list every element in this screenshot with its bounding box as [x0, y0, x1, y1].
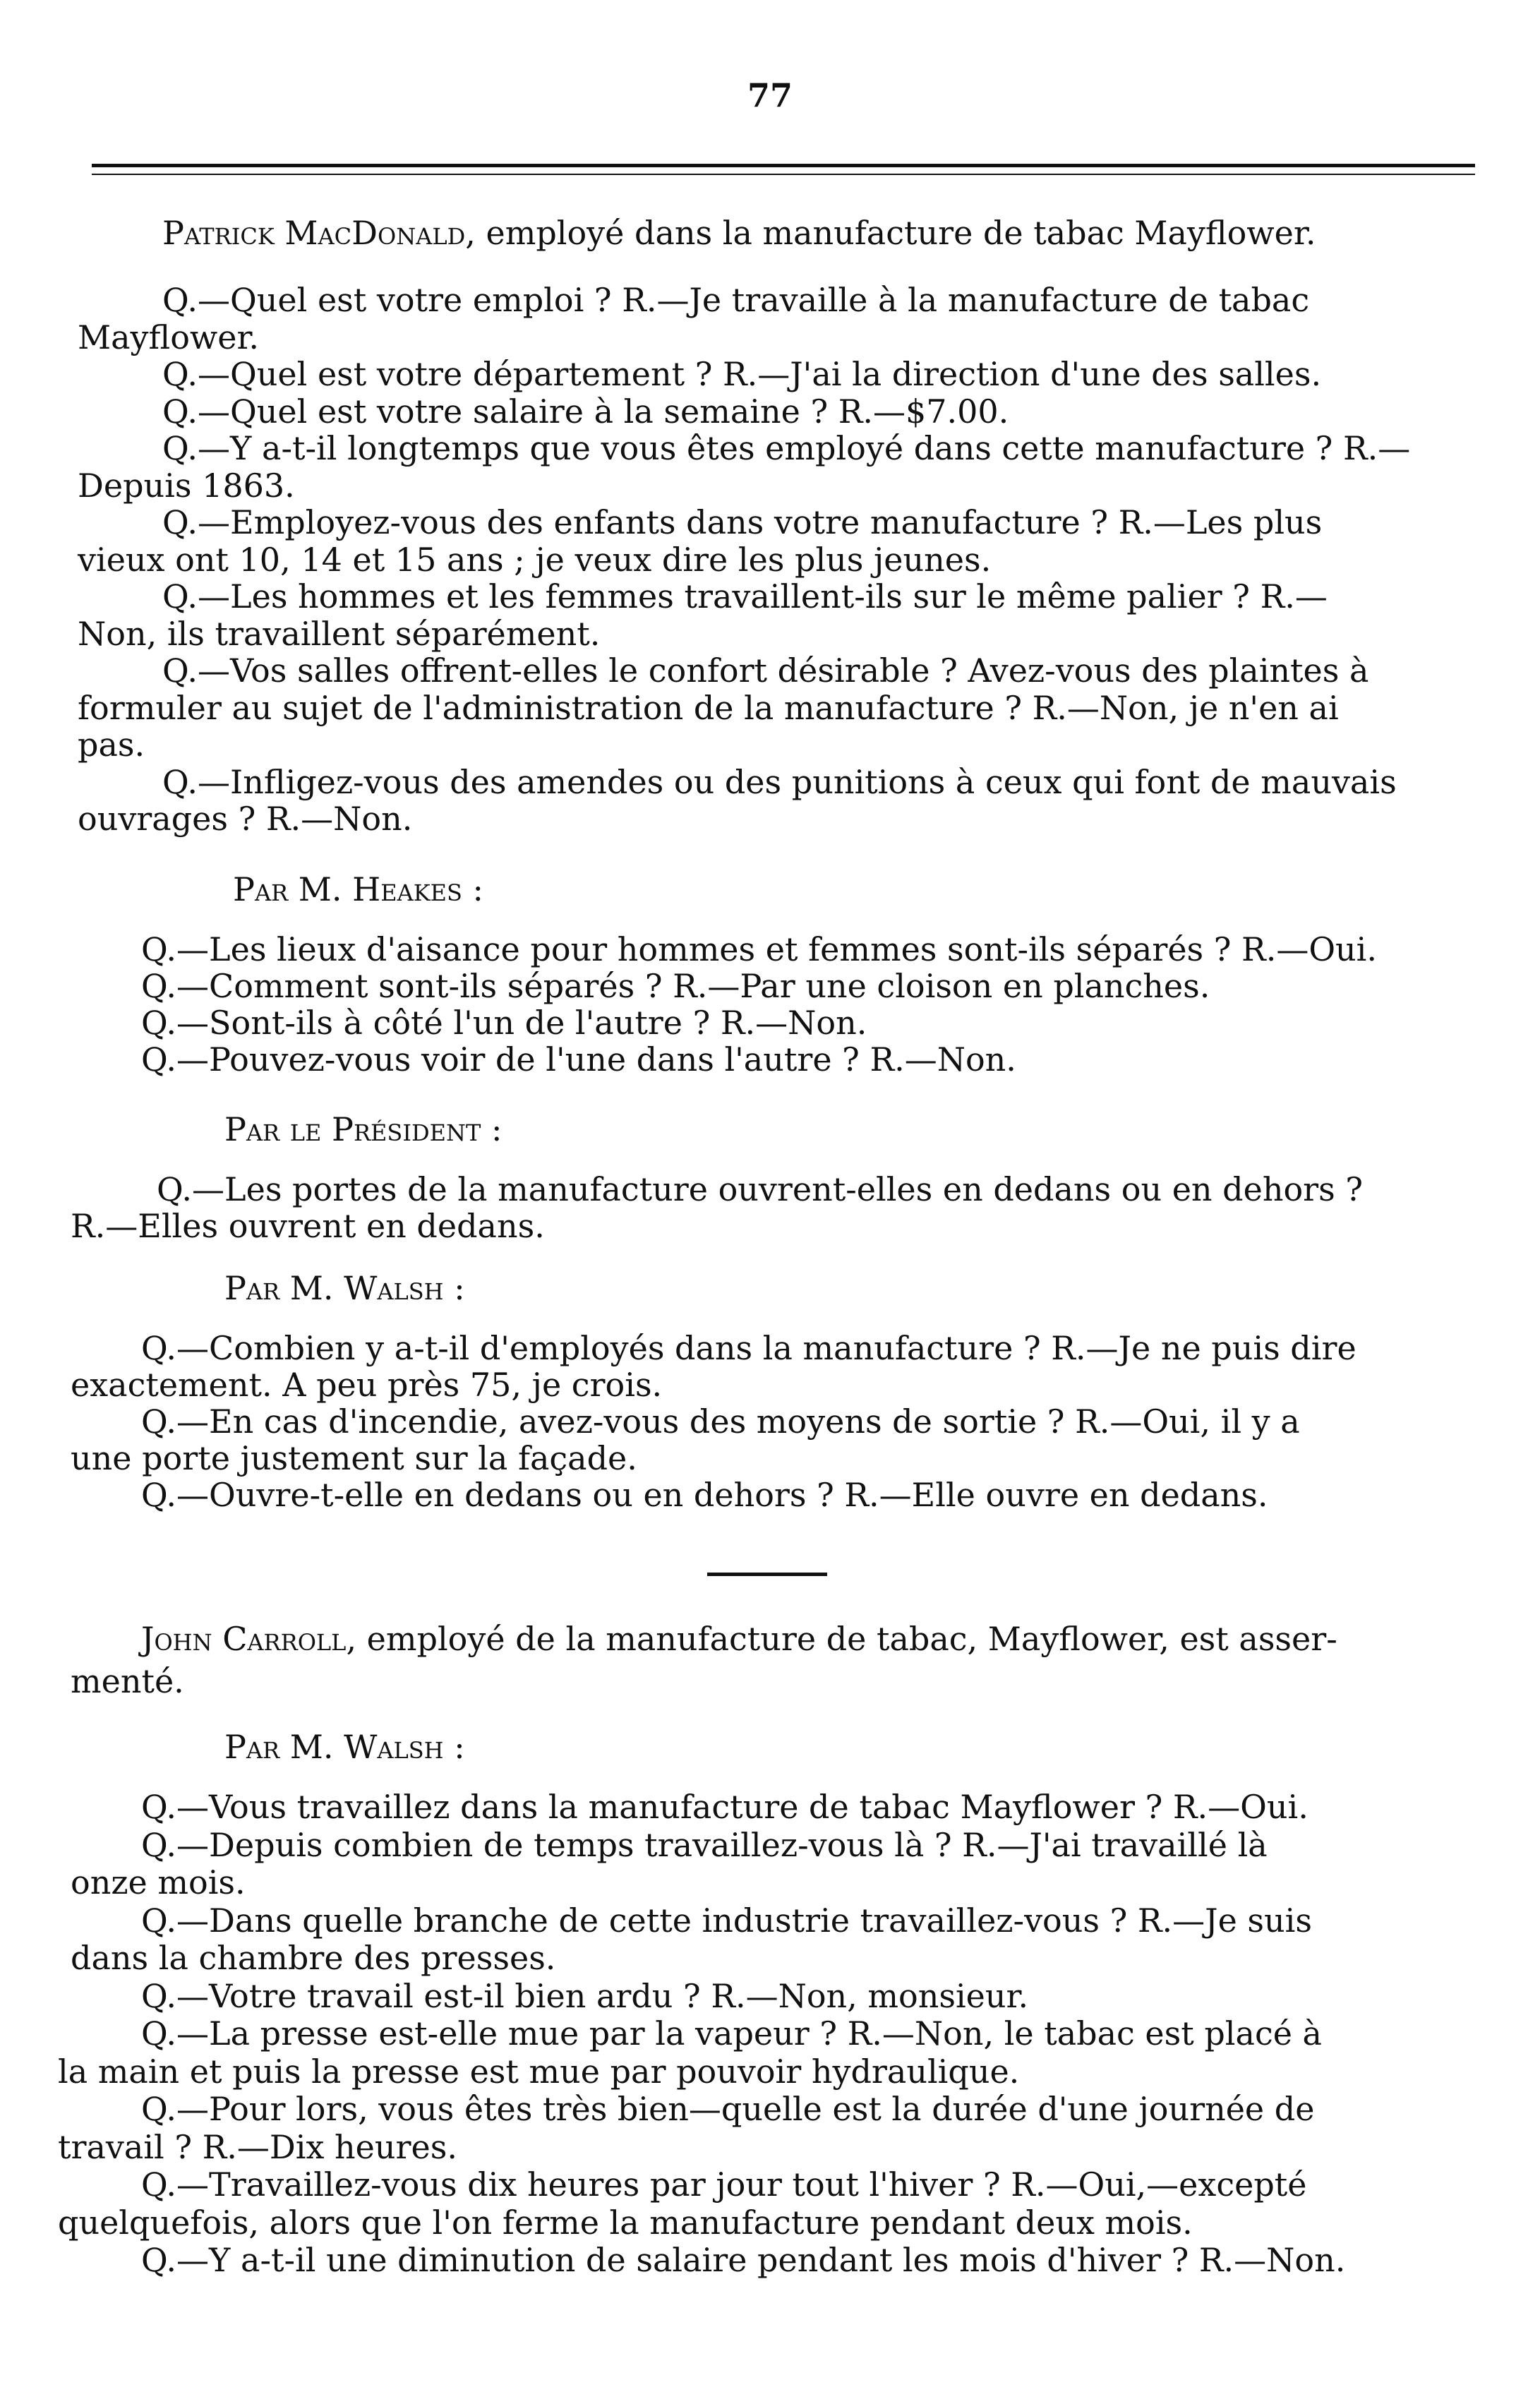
text-line: dans la chambre des presses.	[71, 1939, 556, 1977]
text-line: la main et puis la presse est mue par pouvoir hydraulique.	[58, 2052, 1020, 2091]
text-line: Q.—Comment sont-ils séparés ? R.—Par une cloison en planches.	[141, 967, 1210, 1005]
text-line: ouvrages ? R.—Non.	[78, 800, 413, 838]
text-line: Q.—Votre travail est-il bien ardu ? R.—Non, monsieur.	[141, 1976, 1029, 2015]
text-line: une porte justement sur la façade.	[71, 1439, 637, 1477]
witness-heading-carroll	[141, 1618, 1337, 1660]
text-line: Q.—Infligez-vous des amendes ou des punitions à ceux qui font de mauvais	[162, 762, 1397, 801]
witness-intro-continued: menté.	[71, 1662, 184, 1700]
text-line: Q.—Quel est votre salaire à la semaine ? R.—$7.00.	[162, 392, 1009, 431]
text-line: Depuis 1863.	[78, 466, 295, 505]
text-line: pas.	[78, 726, 145, 764]
text-line: Q.—Pour lors, vous êtes très bien—quelle est la durée d'une journée de	[141, 2090, 1315, 2128]
examiner-heading-walsh: Par M. Walsh :	[224, 1728, 465, 1766]
text-line: quelquefois, alors que l'on ferme la manufacture pendant deux mois.	[58, 2203, 1193, 2242]
text-line: Q.—Sont-ils à côté l'un de l'autre ? R.—Non.	[141, 1004, 867, 1042]
witness-name: Patrick MacDonald	[162, 214, 466, 252]
text-line: Q.—Quel est votre département ? R.—J'ai la direction d'une des salles.	[162, 355, 1322, 393]
text-line: formuler au sujet de l'administration de la manufacture ? R.—Non, je n'en ai	[78, 688, 1339, 727]
text-line: vieux ont 10, 14 et 15 ans ; je veux dire les plus jeunes.	[78, 540, 992, 579]
text-line: Non, ils travaillent séparément.	[78, 614, 601, 653]
witness-heading-macdonald	[162, 212, 1316, 254]
text-line: exactement. A peu près 75, je crois.	[71, 1366, 663, 1404]
text-line: Q.—Y a-t-il une diminution de salaire pendant les mois d'hiver ? R.—Non.	[141, 2241, 1346, 2279]
text-line: onze mois.	[71, 1863, 246, 1901]
text-line: Mayflower.	[78, 318, 260, 356]
text-line: Q.—Combien y a-t-il d'employés dans la manufacture ? R.—Je ne puis dire	[141, 1329, 1356, 1367]
witness-name: John Carroll	[141, 1620, 347, 1658]
text-line: Q.—Pouvez-vous voir de l'une dans l'autre ? R.—Non.	[141, 1040, 1016, 1078]
witness-intro: , employé de la manufacture de tabac, Mayflower, est asser-	[346, 1620, 1337, 1658]
text-line: Q.—La presse est-elle mue par la vapeur ? R.—Non, le tabac est placé à	[141, 2014, 1322, 2053]
text-line: Q.—Y a-t-il longtemps que vous êtes employé dans cette manufacture ? R.—	[162, 429, 1411, 467]
page-number: 77	[747, 76, 793, 114]
text-line: Q.—Dans quelle branche de cette industrie travaillez-vous ? R.—Je suis	[141, 1901, 1312, 1940]
text-line: Q.—Les lieux d'aisance pour hommes et femmes sont-ils séparés ? R.—Oui.	[141, 930, 1377, 968]
text-line: Q.—En cas d'incendie, avez-vous des moyens de sortie ? R.—Oui, il y a	[141, 1402, 1300, 1441]
text-line: Q.—Travaillez-vous dix heures par jour tout l'hiver ? R.—Oui,—excepté	[141, 2165, 1307, 2204]
header-rule-thin	[92, 174, 1475, 175]
text-line: Q.—Employez-vous des enfants dans votre manufacture ? R.—Les plus	[162, 503, 1323, 541]
text-line: Q.—Vous travaillez dans la manufacture de tabac Mayflower ? R.—Oui.	[141, 1788, 1309, 1826]
header-rule	[92, 164, 1475, 167]
text-line: Q.—Vos salles offrent-elles le confort désirable ? Avez-vous des plaintes à	[162, 651, 1369, 690]
text-line: Q.—Ouvre-t-elle en dedans ou en dehors ? R.—Elle ouvre en dedans.	[141, 1476, 1268, 1514]
witness-intro: , employé dans la manufacture de tabac Mayflower.	[465, 214, 1316, 252]
text-line: travail ? R.—Dix heures.	[58, 2127, 457, 2166]
examiner-heading-president: Par le Président :	[224, 1110, 503, 1148]
examiner-heading-walsh: Par M. Walsh :	[224, 1269, 465, 1307]
examiner-heading-heakes: Par M. Heakes :	[233, 870, 484, 908]
text-line: Q.—Quel est votre emploi ? R.—Je travaille à la manufacture de tabac	[162, 281, 1310, 319]
section-separator	[707, 1573, 827, 1576]
text-line: Q.—Depuis combien de temps travaillez-vous là ? R.—J'ai travaillé là	[141, 1825, 1268, 1864]
text-line: Q.—Les hommes et les femmes travaillent-ils sur le même palier ? R.—	[162, 577, 1328, 615]
text-line: R.—Elles ouvrent en dedans.	[71, 1207, 545, 1245]
text-line: Q.—Les portes de la manufacture ouvrent-elles en dedans ou en dehors ?	[157, 1170, 1364, 1208]
